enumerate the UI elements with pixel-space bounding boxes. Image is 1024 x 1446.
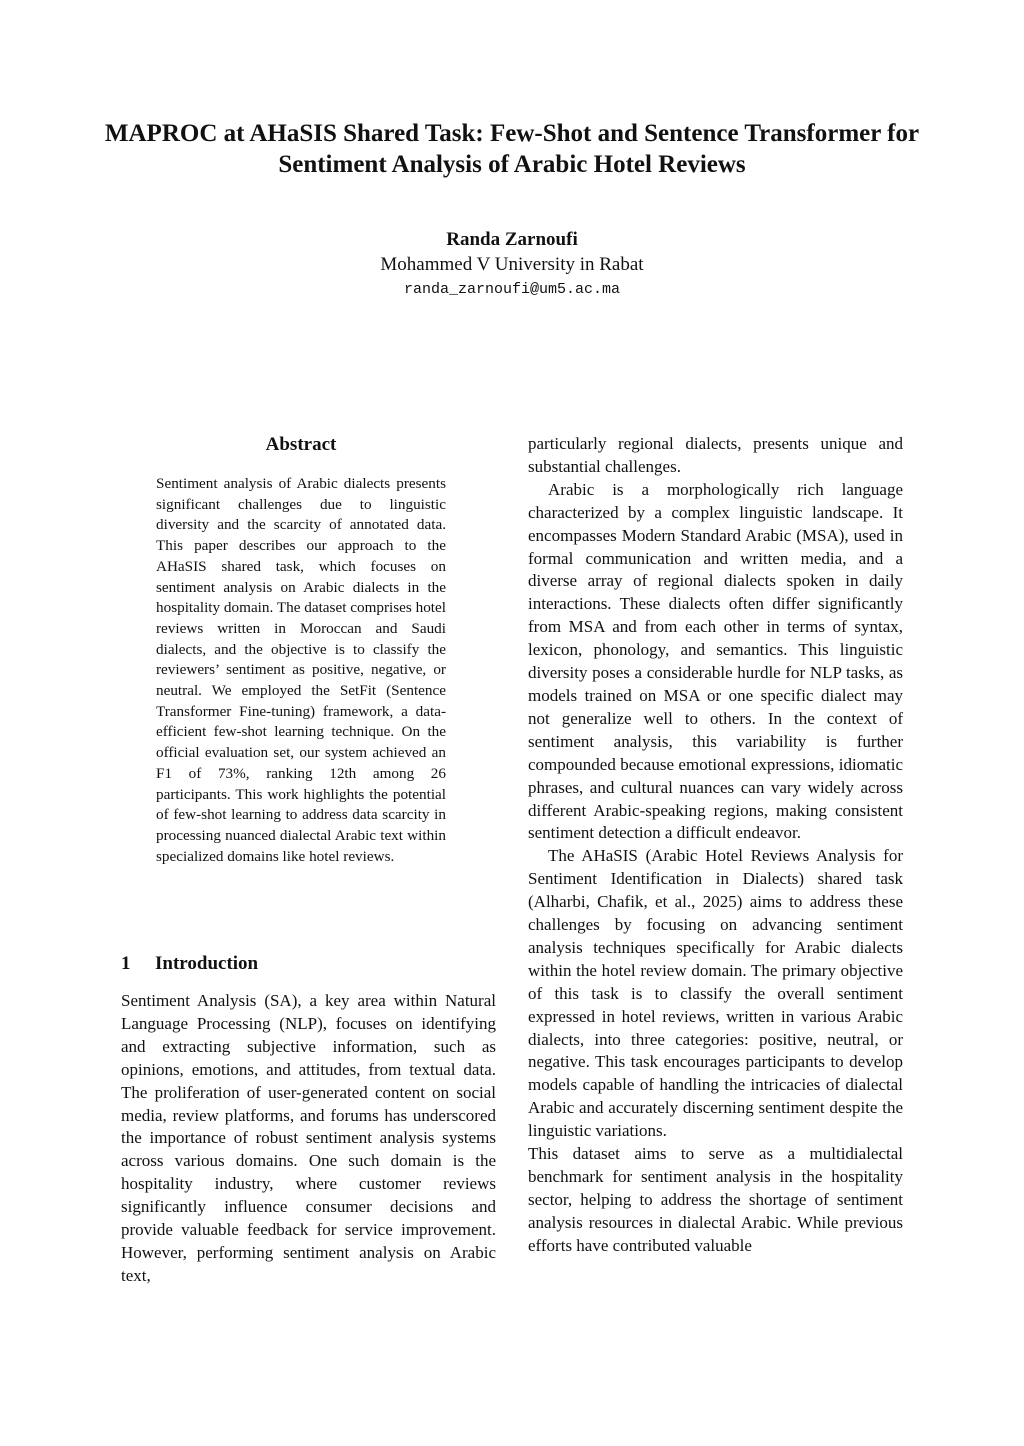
intro-paragraph-2: Arabic is a morphologically rich language characterized by a complex linguistic landscape. It encompasses Modern Standard Arabic (MSA), used in formal communication and written media, and a diverse array of regional dialects spoken in daily interactions. These dialects often differ significantly from MSA and from each other in terms of syntax, lexicon, phonology, and semantics. This linguistic diversity poses a considerable hurdle for NLP tasks, as models trained on MSA or one specific dialect may not generalize well to others. In the context of sentiment analysis, this variability is further compounded because emotional expressions, idiomatic phrases, and cultural nuances can vary widely across different Arabic-speaking regions, making consistent sentiment detection a difficult endeavor. bbox=[528, 479, 903, 843]
intro-paragraph-3: The AHaSIS (Arabic Hotel Reviews Analysis for Sentiment Identification in Dialects) shared task (Alharbi, Chafik, et al., 2025) aims to address these challenges by focusing on advancing sentiment analysis techniques specifically for Arabic dialects within the hotel review domain. The primary objective of this task is to classify the overall sentiment expressed in hotel reviews, written in various Arabic dialects, into three categories: positive, neutral, or negative. This task encourages participants to develop models capable of handling the intricacies of dialectal Arabic and accurately discerning sentiment despite the linguistic variations. bbox=[528, 846, 903, 1141]
section-number: 1 bbox=[121, 953, 131, 974]
abstract-heading: Abstract bbox=[265, 434, 337, 455]
intro-paragraph-4: This dataset aims to serve as a multidialectal benchmark for sentiment analysis in the hospitality sector, helping to address the shortage of sentiment analysis resources in dialectal Arabic. While previous efforts have contributed valuable bbox=[528, 1144, 903, 1255]
right-column bbox=[528, 433, 903, 1258]
introduction-left-column bbox=[121, 990, 496, 1288]
section-heading-introduction bbox=[121, 951, 496, 976]
author-block bbox=[0, 228, 1024, 303]
author-email[interactable]: randa_zarnoufi@um5.ac.ma bbox=[403, 281, 621, 298]
paper-title: MAPROC at AHaSIS Shared Task: Few-Shot and Sentence Transformer for Sentiment Analysis of Arabic Hotel Reviews bbox=[104, 120, 920, 178]
author-name: Randa Zarnoufi bbox=[446, 229, 578, 250]
section-title: Introduction bbox=[155, 953, 259, 974]
abstract-text: Sentiment analysis of Arabic dialects presents significant challenges due to linguistic diversity and the scarcity of annotated data. This paper describes our approach to the AHaSIS shared task, which focuses on sentiment analysis on Arabic dialects in the hospitality domain. The dataset comprises hotel reviews written in Moroccan and Saudi dialects, and the objective is to classify the reviewers’ sentiment as positive, negative, or neutral. We employed the SetFit (Sentence Transformer Fine-tuning) framework, a data-efficient few-shot learning technique. On the official evaluation set, our system achieved an F1 of 73%, ranking 12th among 26 participants. This work highlights the potential of few-shot learning to address data scarcity in processing nuanced dialectal Arabic text within specialized domains like hotel reviews. bbox=[156, 475, 446, 865]
intro-paragraph-1-continued: particularly regional dialects, presents unique and substantial challenges. bbox=[528, 434, 903, 476]
intro-paragraph-1: Sentiment Analysis (SA), a key area within Natural Language Processing (NLP), focuses on identifying and extracting subjective information, such as opinions, emotions, and attitudes, from textual data. The proliferation of user-generated content on social media, review platforms, and forums has underscored the importance of robust sentiment analysis systems across various domains. One such domain is the hospitality industry, where customer reviews significantly influence consumer decisions and provide valuable feedback for service improvement. However, performing sentiment analysis on Arabic text, bbox=[121, 991, 496, 1285]
author-affiliation: Mohammed V University in Rabat bbox=[380, 254, 644, 275]
